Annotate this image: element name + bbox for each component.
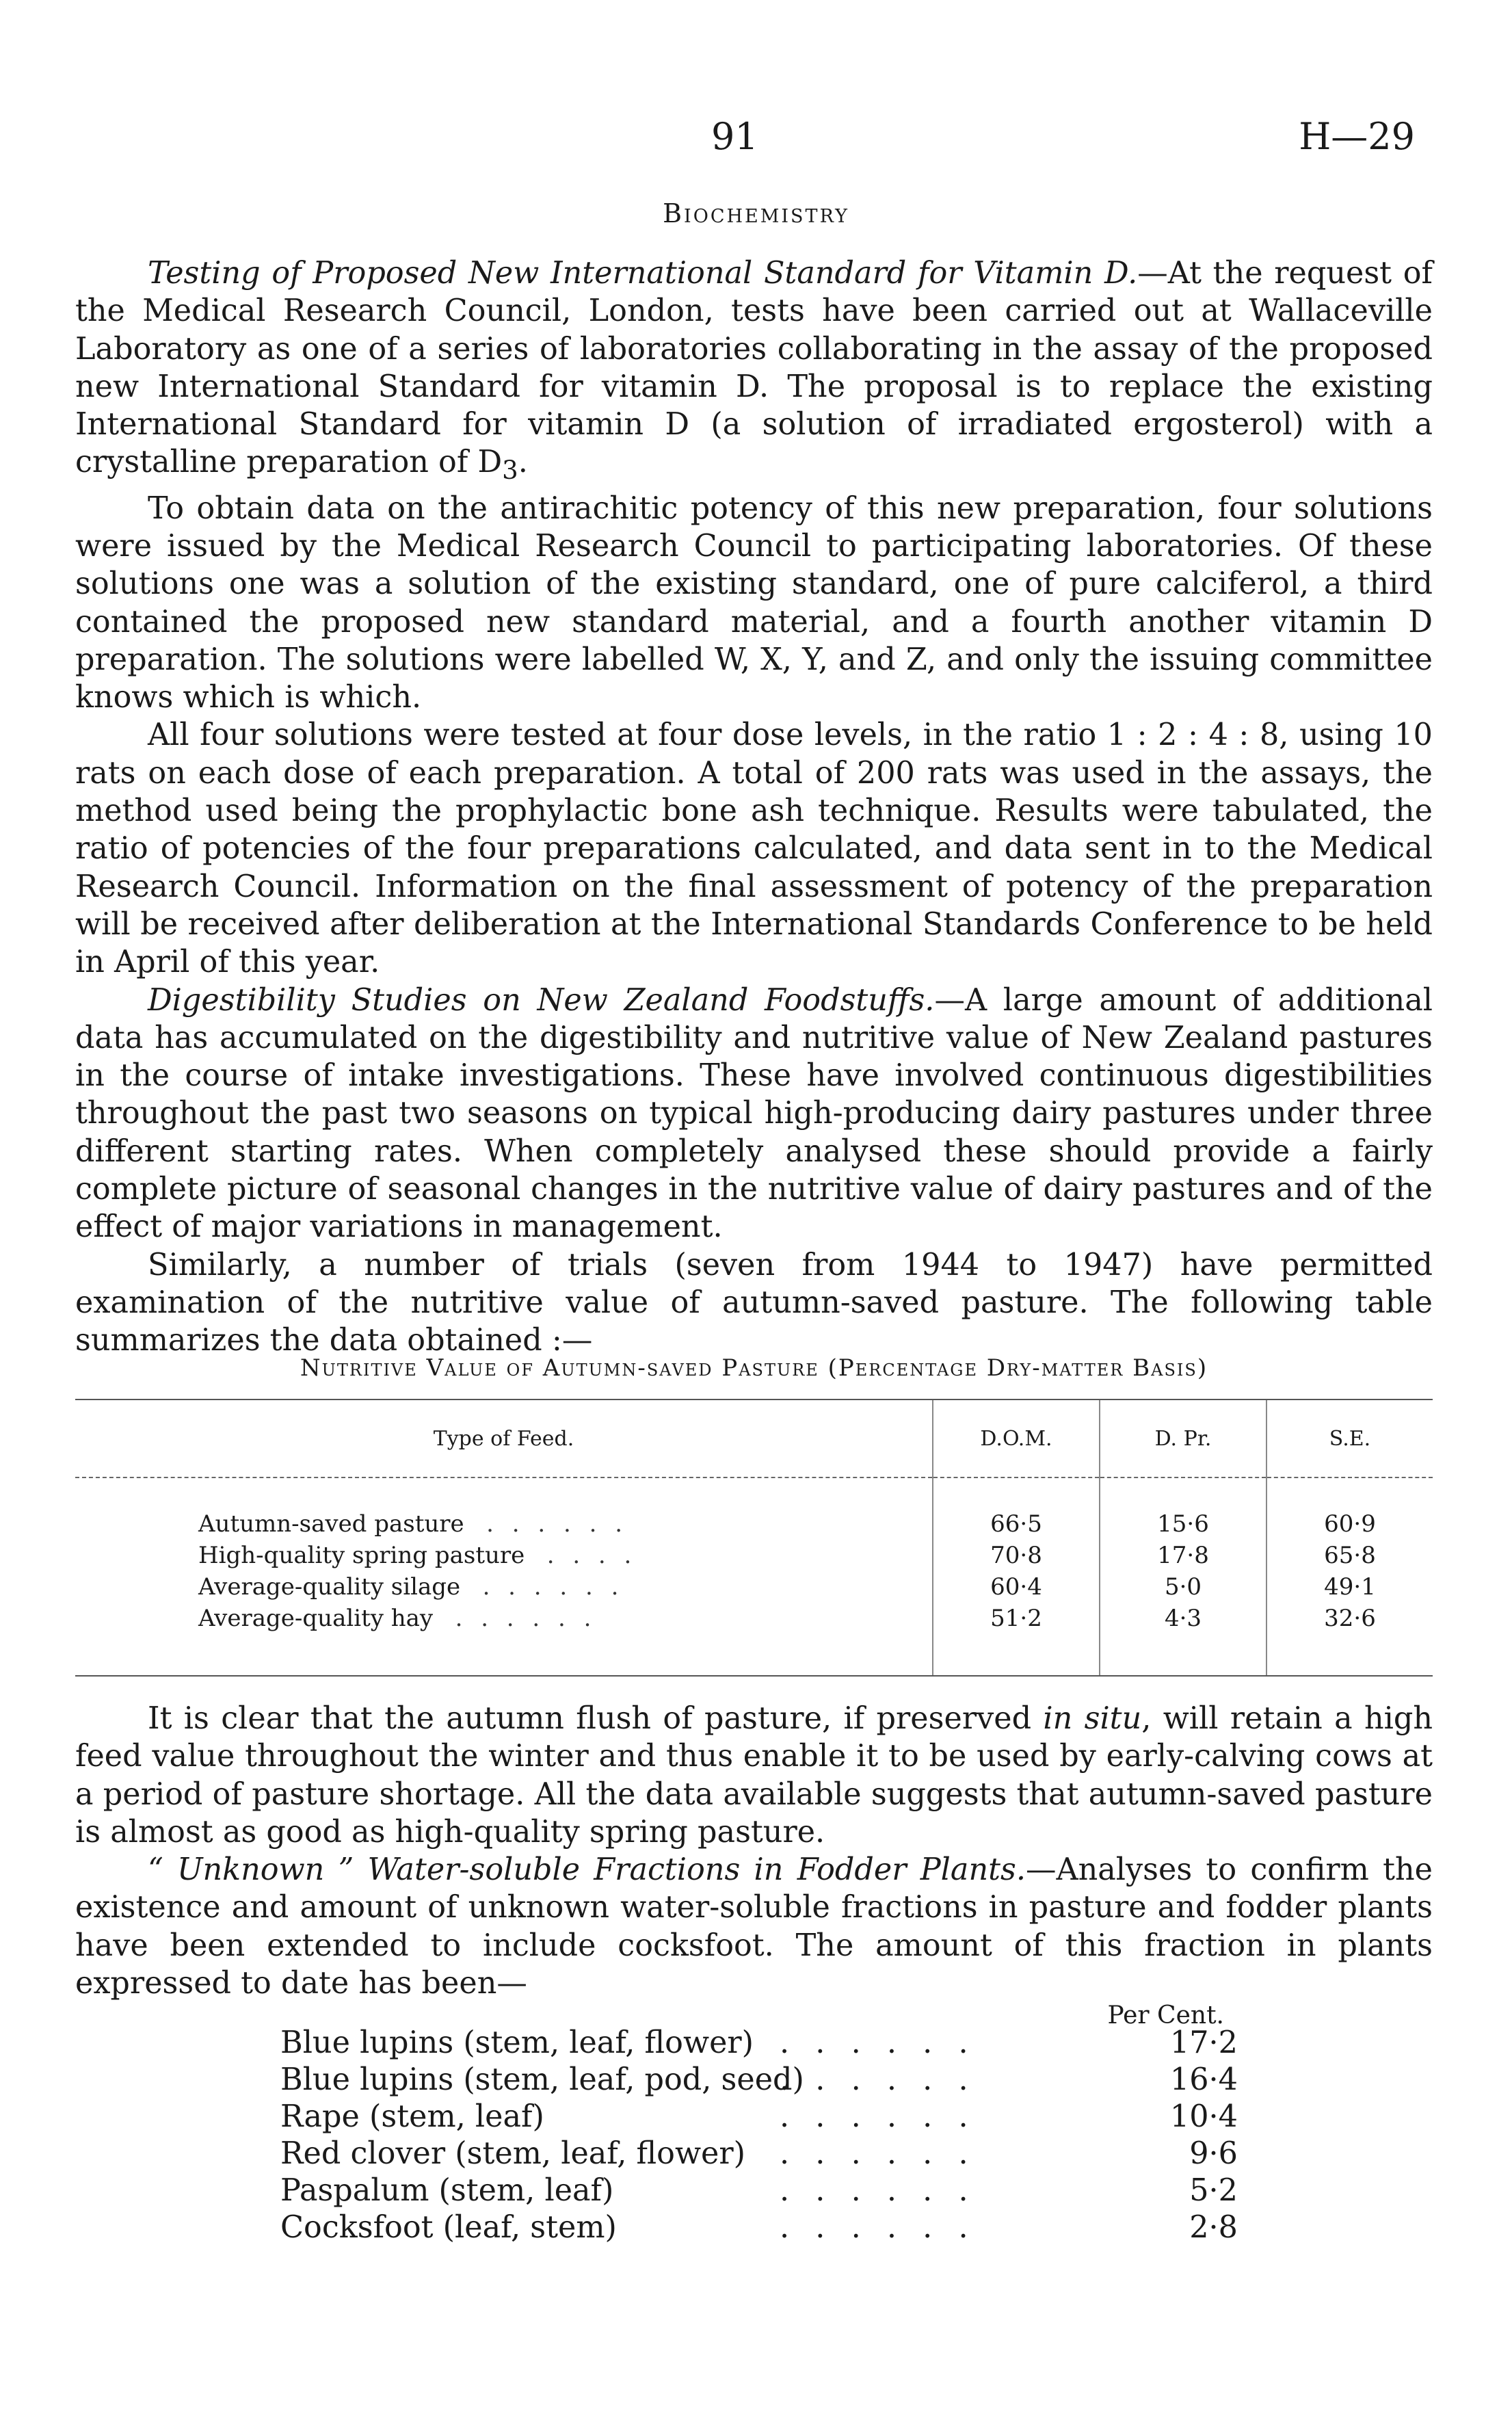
header-type-of-feed: Type of Feed.: [75, 1399, 933, 1477]
table-row: [75, 1603, 1433, 1676]
leader-dots: . . . . . .: [780, 2025, 977, 2060]
leader-dots: . . . . . .: [455, 1605, 597, 1632]
dom-value: 66·5: [933, 1477, 1100, 1540]
italic-term: in situ: [1043, 1701, 1142, 1736]
fraction-list: [280, 1997, 1238, 2246]
paragraph-trials: Similarly, a number of trials (seven from 1944 to 1947) have permitted examination of the nutritive value of autumn-saved pasture. The following table summarizes the data obtained :—: [75, 1247, 1433, 1358]
percent-value: 10·4: [1169, 2099, 1238, 2134]
table-row: [75, 1571, 1433, 1603]
paragraph-text: —A large amount of additional data has accumulated on the digestibility and nutritive value of New Zealand pastures in the course of intake investigations. These have involved continuous digestibilities throughout the past two seasons on typical high-producing dairy pastures under three different starting rates. When completely analysed these should provide a fairly complete picture of seasonal changes in the nutritive value of dairy pastures and of the effect of major variations in management.: [75, 982, 1433, 1245]
table-row: [75, 1477, 1433, 1540]
table-title: Nutritive Value of Autumn-saved Pasture (Percentage Dry-matter Basis): [300, 1354, 1208, 1382]
list-item: [280, 2025, 1238, 2062]
leader-dots: . . . . . .: [780, 2099, 977, 2134]
feed-type: [75, 1477, 933, 1540]
percent-value: 2·8: [1189, 2210, 1238, 2245]
body-text-top: [75, 254, 1433, 1360]
section-title: Biochemistry: [663, 198, 849, 228]
header-dpr: D. Pr.: [1100, 1399, 1266, 1477]
heading-unknown-fractions: “ Unknown ” Water-soluble Fractions in Fodder Plants.: [148, 1852, 1026, 1888]
feed-type: [75, 1540, 933, 1571]
feed-type: [75, 1571, 933, 1603]
paragraph-text: —Analyses to confirm the existence and amount of unknown water-soluble fractions in pasture and fodder plants have been extended to include cocksfoot. The amount of this fraction in plants expressed to date has been—: [75, 1852, 1433, 2001]
plant-label: Blue lupins (stem, leaf, flower): [280, 2025, 754, 2060]
feed-type-label: High-quality spring pasture: [198, 1542, 525, 1569]
leader-dots: . . . . . .: [780, 2210, 977, 2245]
percent-value: 17·2: [1169, 2025, 1238, 2060]
page-header: [0, 115, 1512, 163]
percent-value: 5·2: [1189, 2173, 1238, 2208]
header-dom: D.O.M.: [933, 1399, 1100, 1477]
plant-label: Paspalum (stem, leaf): [280, 2173, 614, 2208]
document-reference: H—29: [1299, 115, 1415, 158]
dpr-value: 17·8: [1100, 1540, 1266, 1571]
dpr-value: 5·0: [1100, 1571, 1266, 1603]
table-row: [75, 1540, 1433, 1571]
paragraph-autumn-flush: [75, 1700, 1433, 1851]
paragraph-unknown-fractions: [75, 1851, 1433, 2002]
page-number: 91: [711, 115, 758, 158]
se-value: 60·9: [1266, 1477, 1433, 1540]
table-header-row: [75, 1399, 1433, 1477]
body-text-bottom: [75, 1700, 1433, 2002]
plant-label: Red clover (stem, leaf, flower): [280, 2136, 746, 2171]
leader-dots: . . . . . .: [486, 1510, 628, 1538]
heading-vitamin-d: Testing of Proposed New International Standard for Vitamin D.: [148, 256, 1138, 291]
paragraph-vitamin-d: [75, 254, 1433, 490]
feed-type-label: Average-quality hay: [198, 1605, 434, 1632]
paragraph-text: It is clear that the autumn flush of pasture, if preserved: [148, 1701, 1044, 1736]
paragraph-text: , will retain a high feed value throughout the winter and thus enable it to be used by early-calving cows at a period of pasture shortage. All the data available suggests that autumn-saved pasture is almost as good as high-quality spring pasture.: [75, 1701, 1433, 1850]
feed-type-label: Autumn-saved pasture: [198, 1510, 464, 1538]
list-item: [280, 2136, 1238, 2172]
feed-type-label: Average-quality silage: [198, 1573, 461, 1601]
dom-value: 70·8: [933, 1540, 1100, 1571]
paragraph-dose-levels: All four solutions were tested at four dose levels, in the ratio 1 : 2 : 4 : 8, using 10 rats on each dose of each preparation. A total of 200 rats was used in the assays, the method used being the prophylactic bone ash technique. Results were tabulated, the ratio of potencies of the four preparations calculated, and data sent in to the Medical Research Council. Information on the final assessment of potency of the preparation will be received after deliberation at the International Standards Conference to be held in April of this year.: [75, 718, 1433, 980]
feed-type: [75, 1603, 933, 1676]
list-item: [280, 2172, 1238, 2209]
percent-value: 9·6: [1189, 2136, 1238, 2171]
plant-label: Cocksfoot (leaf, stem): [280, 2210, 617, 2245]
dom-value: 60·4: [933, 1571, 1100, 1603]
percent-value: 16·4: [1169, 2062, 1238, 2097]
paragraph-text: —At the request of the Medical Research Council, London, tests have been carried out at Wallaceville Laboratory as one of a series of laboratories collaborating in the assay of the proposed new International Standard for vitamin D. The proposal is to replace the existing International Standard for vitamin D (a solution of irradiated ergosterol) with a crystalline preparation of D: [75, 256, 1433, 480]
list-item: [280, 2062, 1238, 2099]
plant-label: Blue lupins (stem, leaf, pod, seed): [280, 2062, 804, 2097]
plant-label: Rape (stem, leaf): [280, 2099, 544, 2134]
leader-dots: . . . .: [546, 1542, 637, 1569]
leader-dots: . . . . . .: [780, 2062, 977, 2097]
dpr-value: 15·6: [1100, 1477, 1266, 1540]
se-value: 49·1: [1266, 1571, 1433, 1603]
subscript: 3: [502, 456, 518, 486]
se-value: 65·8: [1266, 1540, 1433, 1571]
list-item: [280, 2099, 1238, 2136]
header-se: S.E.: [1266, 1399, 1433, 1477]
list-item: [280, 2209, 1238, 2246]
dpr-value: 4·3: [1100, 1603, 1266, 1676]
unit-header: Per Cent.: [1107, 2001, 1224, 2029]
paragraph-digestibility: [75, 982, 1433, 1246]
paragraph-tail: .: [518, 445, 528, 480]
heading-digestibility: Digestibility Studies on New Zealand Foodstuffs.: [148, 982, 935, 1018]
dom-value: 51·2: [933, 1603, 1100, 1676]
nutritive-value-table: [75, 1399, 1433, 1677]
paragraph-solutions: To obtain data on the antirachitic potency of this new preparation, four solutions were issued by the Medical Research Council to participating laboratories. Of these solutions one was a solution of the existing standard, one of pure calciferol, a third contained the proposed new standard material, and a fourth another vitamin D preparation. The solutions were labelled W, X, Y, and Z, and only the issuing committee knows which is which.: [75, 490, 1433, 715]
leader-dots: . . . . . .: [780, 2136, 977, 2171]
leader-dots: . . . . . .: [482, 1573, 624, 1601]
se-value: 32·6: [1266, 1603, 1433, 1676]
leader-dots: . . . . . .: [780, 2173, 977, 2208]
